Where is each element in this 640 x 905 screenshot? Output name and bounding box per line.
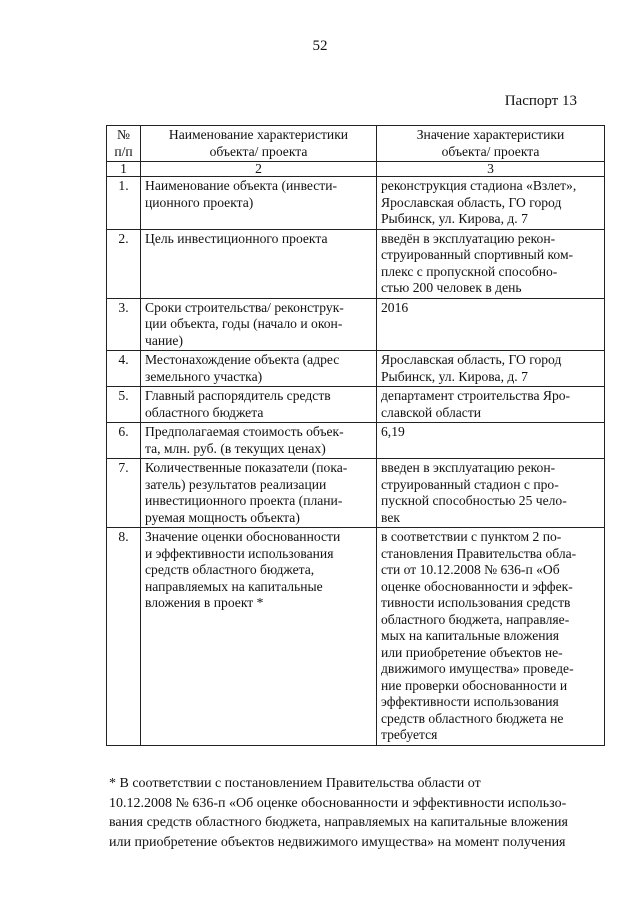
index-cell: 2 xyxy=(141,162,377,177)
table-row xyxy=(107,229,605,298)
index-cell: 1 xyxy=(107,162,141,177)
row-number: 4. xyxy=(107,351,141,387)
row-value: департамент строительства Яро- славской области xyxy=(377,387,605,423)
row-value: реконструкция стадиона «Взлет», Ярославская область, ГО город Рыбинск, ул. Кирова, д. 7 xyxy=(377,177,605,230)
table-row xyxy=(107,528,605,746)
table-row xyxy=(107,459,605,528)
table-row xyxy=(107,298,605,351)
passport-table xyxy=(106,125,605,746)
row-name: Количественные показатели (пока- затель) результатов реализации инвестиционного проекта (плани- руемая мощность объекта) xyxy=(141,459,377,528)
row-value: 2016 xyxy=(377,298,605,351)
table-index-row xyxy=(107,162,605,177)
row-name: Наименование объекта (инвести- ционного проекта) xyxy=(141,177,377,230)
row-name: Значение оценки обоснованности и эффективности использования средств областного бюджета, направляемых на капитальные вложения в проект * xyxy=(141,528,377,746)
row-value: 6,19 xyxy=(377,423,605,459)
row-name: Местонахождение объекта (адрес земельного участка) xyxy=(141,351,377,387)
index-cell: 3 xyxy=(377,162,605,177)
table-row xyxy=(107,423,605,459)
row-number: 8. xyxy=(107,528,141,746)
footnote: * В соответствии с постановлением Правительства области от 10.12.2008 № 636-п «Об оценке обоснованности и эффективности использо- вания средств областного бюджета, направляемых на капитальные вложения или приобретение объектов недвижимого имущества» на момент получения xyxy=(109,776,568,850)
table-row xyxy=(107,351,605,387)
row-name: Сроки строительства/ реконструк- ции объекта, годы (начало и окон- чание) xyxy=(141,298,377,351)
passport-label: Паспорт 13 xyxy=(504,93,577,109)
header-value: Значение характеристики объекта/ проекта xyxy=(377,126,605,162)
row-value: введен в эксплуатацию рекон- струированный стадион с про- пускной способностью 25 чело- век xyxy=(377,459,605,528)
row-number: 5. xyxy=(107,387,141,423)
header-name: Наименование характеристики объекта/ проекта xyxy=(141,126,377,162)
row-number: 7. xyxy=(107,459,141,528)
row-name: Главный распорядитель средств областного бюджета xyxy=(141,387,377,423)
row-name: Предполагаемая стоимость объек- та, млн. руб. (в текущих ценах) xyxy=(141,423,377,459)
page-number: 52 xyxy=(312,38,328,54)
table-header-row xyxy=(107,126,605,162)
row-value: введён в эксплуатацию рекон- струированный спортивный ком- плекс с пропускной способно- стью 200 человек в день xyxy=(377,229,605,298)
row-name: Цель инвестиционного проекта xyxy=(141,229,377,298)
row-number: 2. xyxy=(107,229,141,298)
row-value: в соответствии с пунктом 2 по- становления Правительства обла- сти от 10.12.2008 № 636-п «Об оценке обоснованности и эффек- тивности использования средств областного бюджета, направляе- мых на капитальные вложения или приобретение объектов не- движимого имущества» проведе- ние проверки обоснованности и эффективности использования средств областного бюджета не требуется xyxy=(377,528,605,746)
row-value: Ярославская область, ГО город Рыбинск, ул. Кирова, д. 7 xyxy=(377,351,605,387)
table-row xyxy=(107,387,605,423)
row-number: 1. xyxy=(107,177,141,230)
table-row xyxy=(107,177,605,230)
row-number: 6. xyxy=(107,423,141,459)
header-num: № п/п xyxy=(107,126,141,162)
row-number: 3. xyxy=(107,298,141,351)
